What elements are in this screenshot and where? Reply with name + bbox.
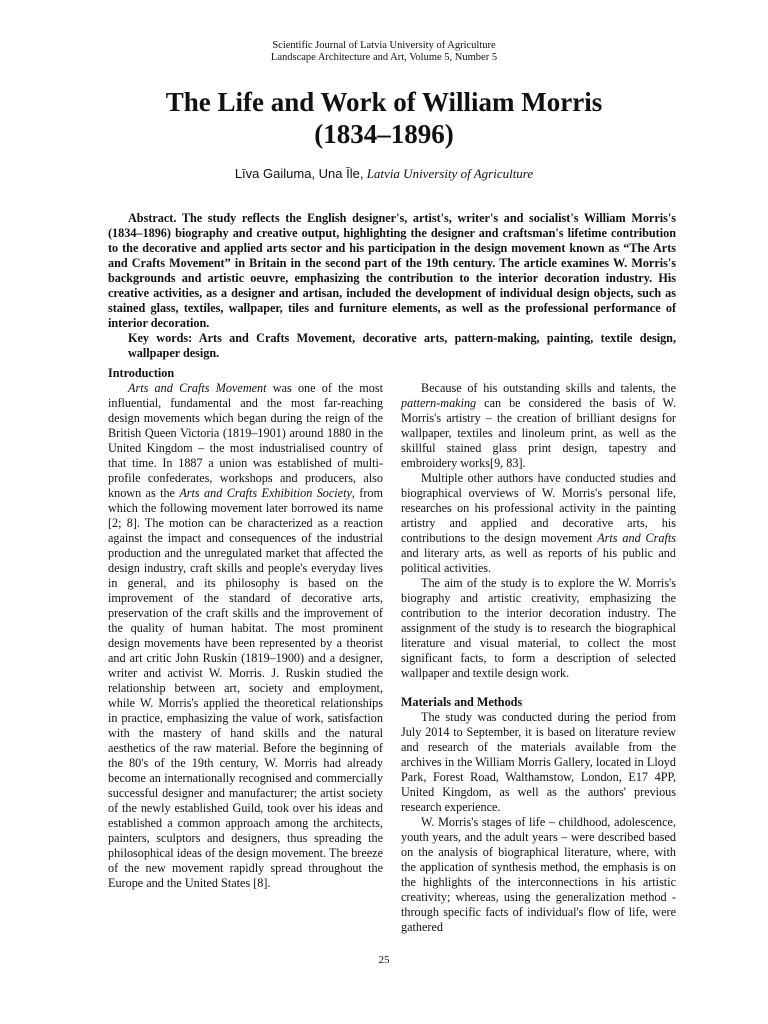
right-p1-b: can be considered the basis of W. Morris's artistry – the creation of brilliant designs for wallpaper, textiles and linoleum print, as well as the skillful stained glass print design, tapestry and embroidery works[9, 83]. [401, 396, 676, 470]
journal-volume: Landscape Architecture and Art, Volume 5, Number 5 [270, 52, 498, 63]
journal-header [0, 40, 768, 64]
right-p1-em: pattern-making [401, 396, 477, 410]
author-names: Līva Gailuma, Una Īle, [234, 166, 364, 181]
title-line-2: (1834–1896) [314, 119, 454, 149]
right-p1-a: Because of his outstanding skills and talents, the [421, 381, 676, 395]
right-paragraph-1 [401, 381, 676, 471]
right-p2-em: Arts and Crafts [597, 531, 676, 545]
keywords: Key words: Arts and Crafts Movement, decorative arts, pattern-making, painting, textile design, wallpaper design. [128, 331, 676, 360]
authors-line [0, 166, 768, 182]
methods-paragraph-2: W. Morris's stages of life – childhood, adolescence, youth years, and the adult years – were described based on the analysis of biographical literature, where, with the application of synthesis method, the emphasis is on the highlights of the interconnections in his artistic creativity; whereas, using the generalization method - through specific facts of individual's flow of life, were gathered [401, 815, 676, 934]
right-p2-b: and literary arts, as well as reports of his public and political activities. [401, 546, 676, 575]
right-paragraph-3: The aim of the study is to explore the W. Morris's biography and artistic creativity, emphasizing the contribution to the interior decoration industry. The assignment of the study is to research the biographical literature and visual material, to collect the most significant facts, to form a description of selected wallpaper and textile design work. [401, 576, 676, 680]
paper-title [100, 86, 668, 150]
right-column [401, 381, 676, 935]
intro-text-a: was one of the most influential, fundamental and the most far-reaching design movements which began during the reign of the British Queen Victoria (1819–1901) around 1880 in the United Kingdom – the most industrialised country of that time. In 1887 a union was established of multi-profile confederates, workshops and producers, also known as the [108, 381, 383, 500]
methods-heading: Materials and Methods [401, 695, 523, 709]
right-p2-a: Multiple other authors have conducted studies and biographical overviews of W. Morris's personal life, researches on his professional activity in the painting artistry and applied and decorative arts, his contributions to the design movement [401, 471, 676, 545]
abstract [108, 211, 676, 361]
methods-paragraph-1: The study was conducted during the period from July 2014 to September, it is based on literature review and research of the materials available from the archives in the William Morris Gallery, located in Lloyd Park, Forest Road, Walthamstow, London, E17 4PP, United Kingdom, as well as the authors' previous research experience. [401, 710, 676, 814]
right-paragraph-2 [401, 471, 676, 576]
journal-name: Scientific Journal of Latvia University of Agriculture [272, 40, 496, 51]
introduction-paragraph [108, 381, 383, 891]
title-line-1: The Life and Work of William Morris [165, 87, 603, 117]
page-number: 25 [378, 954, 390, 966]
author-affiliation: Latvia University of Agriculture [366, 166, 534, 181]
intro-em-2: Arts and Crafts Exhibition Society [179, 486, 352, 500]
intro-em-1: Arts and Crafts Movement [128, 381, 267, 395]
abstract-text: Abstract. The study reflects the English designer's, artist's, writer's and socialist's William Morris's (1834–1896) biography and creative output, highlighting the designer and craftsman's lifetime contribution to the decorative and applied arts sector and his participation in the design movement known as “The Arts and Crafts Movement” in Britain in the second part of the 19th century. The article examines W. Morris's backgrounds and artistic oeuvre, emphasizing the contribution to the interior decoration industry. His creative activities, as a designer and artisan, included the development of individual design objects, such as stained glass, textiles, wallpaper, tiles and furniture elements, as well as the professional performance of interior decoration. [108, 211, 676, 330]
introduction-heading: Introduction [108, 366, 175, 380]
left-column [108, 366, 383, 891]
intro-text-b: , from which the following movement later borrowed its name [2; 8]. The motion can be characterized as a reaction against the impact and consequences of the industrial production and the unregulated market that affected the design industry, craft skills and people's everyday lives in general, and its philosophy is based on the improvement of the standard of decorative arts, preservation of the craft skills and the improvement of the quality of human habitat. The most prominent design movements have been represented by a theorist and art critic John Ruskin (1819–1900) and a designer, writer and activist W. Morris. J. Ruskin studied the relationship between art, society and employment, while W. Morris's applied the theoretical relationships in practice, emphasizing the value of work, satisfaction with the mastery of hand skills and the natural aesthetics of the raw material. Before the beginning of the 80's of the 19th century, W. Morris had already become an internationally recognised and commercially successful designer and manufacturer; the artist society of the newly established Guild, took over his ideas and established a common approach among the architects, painters, sculptors and designers, thus spreading the philosophical ideas of the design movement. The breeze of the new movement rapidly spread throughout the Europe and the United States [8]. [108, 486, 384, 890]
